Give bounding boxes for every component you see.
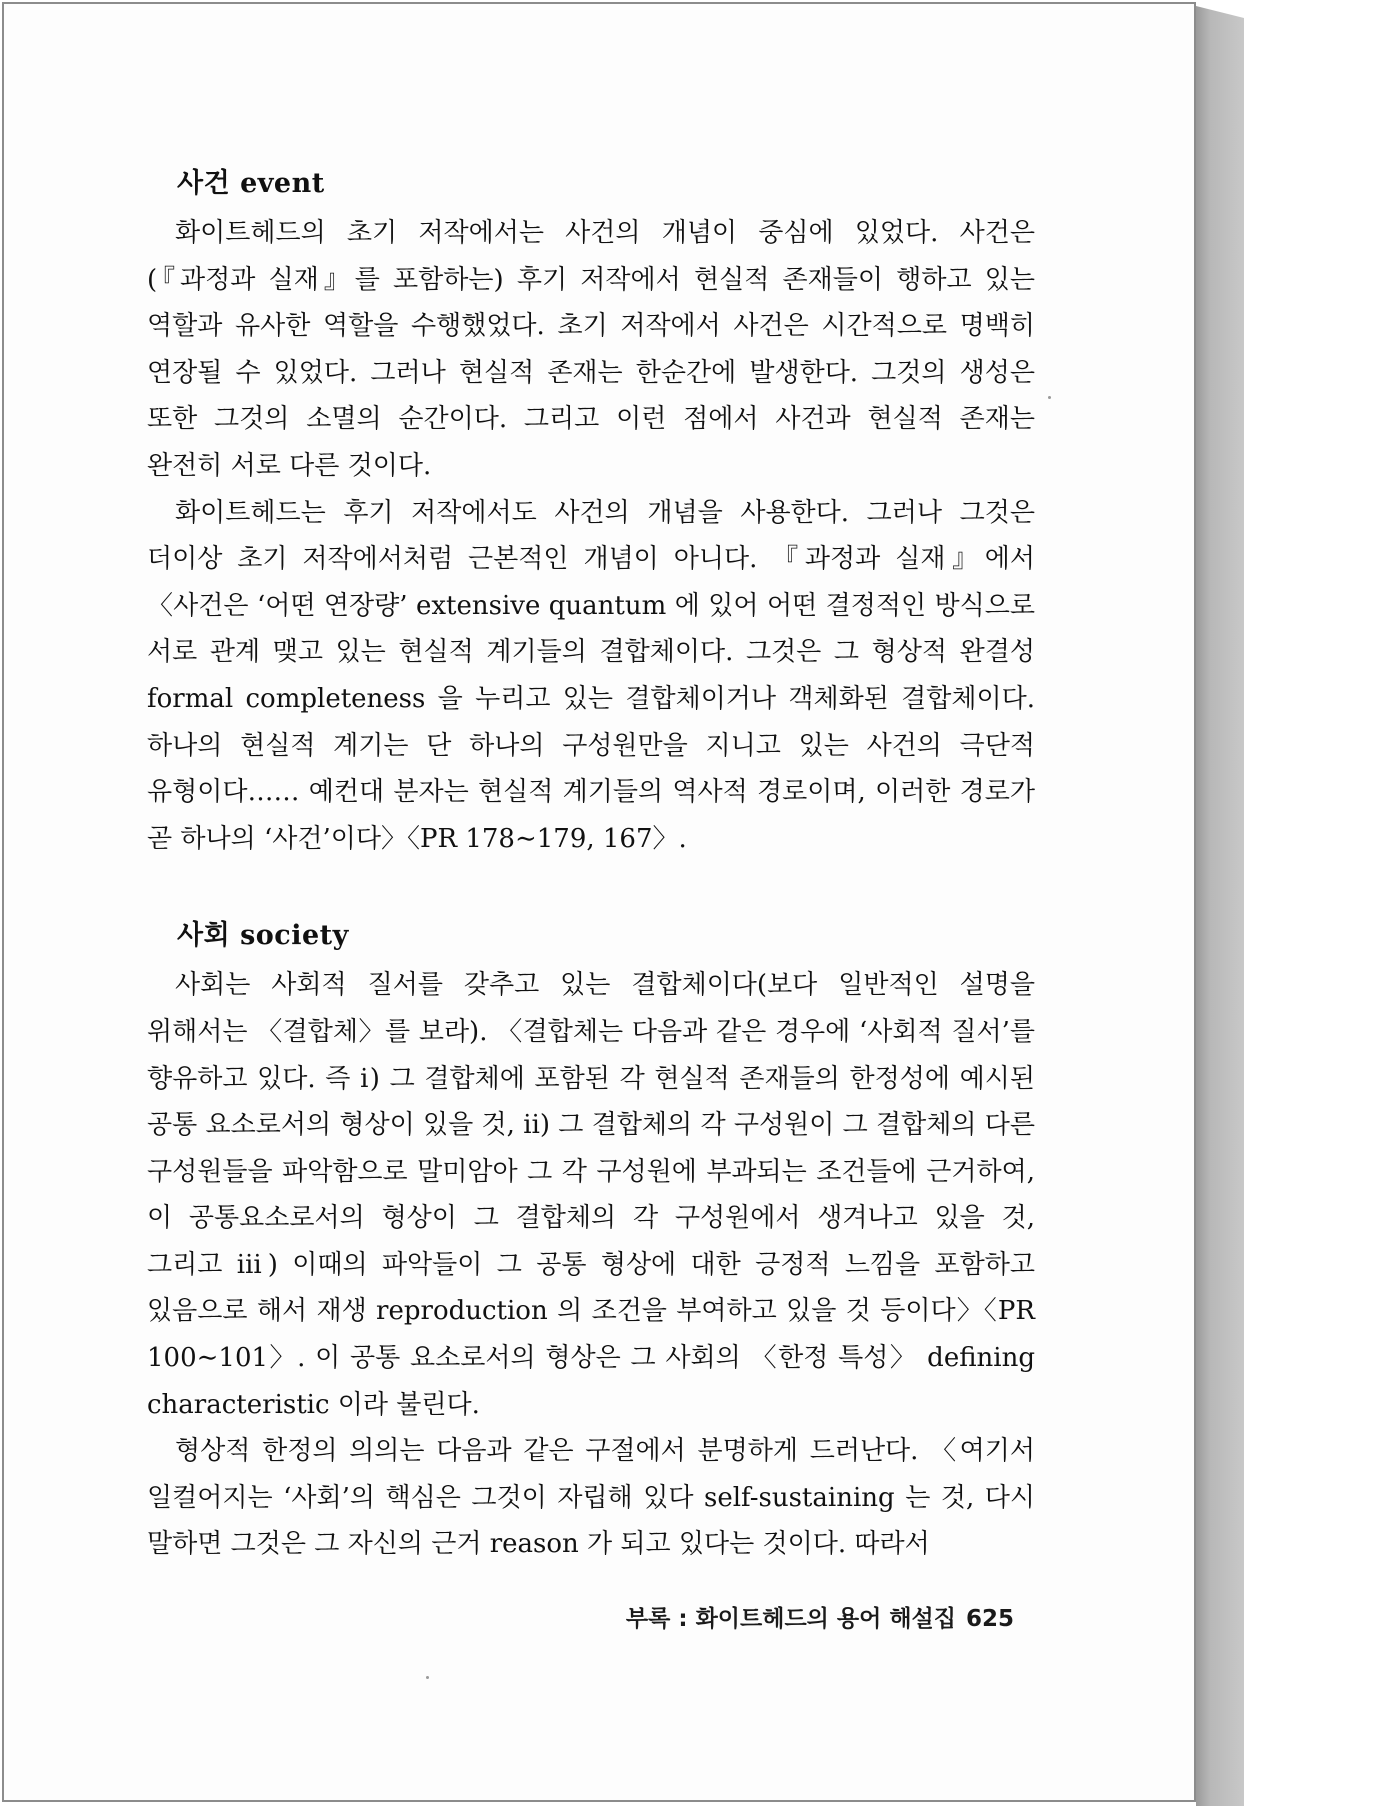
book-page xyxy=(2,2,1196,1802)
scan-speck xyxy=(1048,396,1051,399)
entry-paragraph: 형상적 한정의 의의는 다음과 같은 구절에서 분명하게 드러난다. 〈여기서 일컬어지는 ‘사회’의 핵심은 그것이 자립해 있다 self-sustaining 는 것, 다시 말하면 그것은 그 자신의 근거 reason 가 되고 있다는 것이다. 따라서 xyxy=(147,1436,1035,1560)
glossary-entry-society xyxy=(147,916,1035,1568)
page-number: 625 xyxy=(965,1606,1014,1632)
glossary-entry-event xyxy=(147,164,1035,862)
entry-heading: 사건 event xyxy=(177,168,325,199)
entry-heading: 사회 society xyxy=(177,920,349,952)
page-edge-shadow xyxy=(1196,6,1244,1806)
entry-paragraph: 화이트헤드의 초기 저작에서는 사건의 개념이 중심에 있었다. 사건은 (『과정과 실재』를 포함하는) 후기 저작에서 현실적 존재들이 행하고 있는 역할과 유사한 역할을 수행했었다. 초기 저작에서 사건은 시간적으로 명백히 연장될 수 있었다. 그러나 현실적 존재는 한순간에 발생한다. 그것의 생성은 또한 그것의 소멸의 순간이다. 그리고 이런 점에서 사건과 현실적 존재는 완전히 서로 다른 것이다. xyxy=(147,218,1035,481)
page-body xyxy=(147,164,1035,1568)
running-footer xyxy=(574,1600,1014,1633)
scan-speck xyxy=(426,1676,429,1679)
running-title: 부록 : 화이트헤드의 용어 해설집 xyxy=(625,1606,956,1632)
entry-paragraph: 화이트헤드는 후기 저작에서도 사건의 개념을 사용한다. 그러나 그것은 더이상 초기 저작에서처럼 근본적인 개념이 아니다. 『과정과 실재』에서 〈사건은 ‘어떤 연장량’ extensive quantum 에 있어 어떤 결정적인 방식으로 서로 관계 맺고 있는 현실적 계기들의 결합체이다. 그것은 그 형상적 완결성 formal completeness 을 누리고 있는 결합체이거나 객체화된 결합체이다. 하나의 현실적 계기는 단 하나의 구성원만을 지니고 있는 사건의 극단적 유형이다…… 예컨대 분자는 현실적 계기들의 역사적 경로이며, 이러한 경로가 곧 하나의 ‘사건’이다〉〈PR 178∼179, 167〉. xyxy=(147,497,1035,854)
entry-paragraph: 사회는 사회적 질서를 갖추고 있는 결합체이다(보다 일반적인 설명을 위해서는 〈결합체〉를 보라). 〈결합체는 다음과 같은 경우에 ‘사회적 질서’를 향유하고 있다. 즉 ⅰ) 그 결합체에 포함된 각 현실적 존재들의 한정성에 예시된 공통 요소로서의 형상이 있을 것, ⅱ) 그 결합체의 각 구성원이 그 결합체의 다른 구성원들을 파악함으로 말미암아 그 각 구성원에 부과되는 조건들에 근거하여, 이 공통요소로서의 형상이 그 결합체의 각 구성원에서 생겨나고 있을 것, 그리고 ⅲ) 이때의 파악들이 그 공통 형상에 대한 긍정적 느낌을 포함하고 있음으로 해서 재생 reproduction 의 조건을 부여하고 있을 것 등이다〉〈PR 100∼101〉. 이 공통 요소로서의 형상은 그 사회의 〈한정 특성〉 defining characteristic 이라 불린다. xyxy=(147,970,1035,1420)
entry-spacer xyxy=(147,862,1035,916)
